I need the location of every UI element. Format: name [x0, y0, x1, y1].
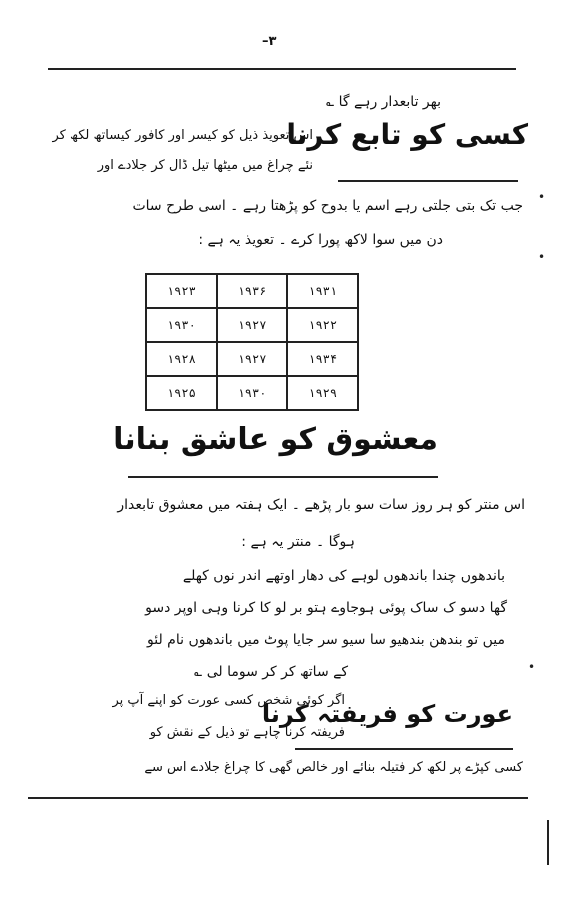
section2-body-line1: اس منتر کو ہر روز سات سو بار پڑھے ۔ ایک ہفتہ میں معشوق تابعدار — [117, 497, 525, 513]
section2-heading-underline — [128, 476, 438, 478]
section3-intro-line2: فریفتہ کرنا چاہے تو ذیل کے نقش کو — [149, 725, 345, 740]
section2-body-line2: ہوگا ۔ منتر یہ ہے : — [241, 534, 355, 550]
taweez-cell: ۱۹۳۶ — [217, 274, 288, 308]
section1-intro-line2: نئے چراغ میں میٹھا تیل ڈال کر جلادے اور — [97, 158, 313, 173]
taweez-cell: ۱۹۲۷ — [217, 342, 288, 376]
margin-dot: • — [528, 660, 536, 674]
section3-heading: عورت کو فریفتہ کرنا — [261, 700, 513, 728]
page-number: –۳ — [262, 34, 277, 49]
margin-dot: • — [538, 250, 546, 264]
section1-heading: کسی کو تابع کرنا — [286, 118, 528, 151]
table-row — [146, 274, 358, 308]
section1-heading-underline — [338, 180, 518, 182]
margin-dot: • — [538, 190, 546, 204]
section1-intro-line1: اس تعویذ ذیل کو کیسر اور کافور کیساتھ لکھ کر — [52, 128, 313, 143]
section3-intro-line1: اگر کوئی شخص کسی عورت کو اپنے آپ پر — [112, 693, 345, 708]
taweez-cell: ۱۹۲۲ — [287, 308, 358, 342]
section3-body-line1: کسی کپڑے پر لکھ کر فتیلہ بنائے اور خالص گھی کا چراغ جلادے اس سے — [144, 760, 523, 775]
taweez-table — [145, 273, 359, 411]
taweez-cell: ۱۹۳۰ — [146, 308, 217, 342]
section2-heading: معشوق کو عاشق بنانا — [113, 422, 438, 457]
taweez-cell: ۱۹۳۴ — [287, 342, 358, 376]
taweez-cell: ۱۹۳۰ — [217, 376, 288, 410]
taweez-cell: ۱۹۲۹ — [287, 376, 358, 410]
table-row — [146, 342, 358, 376]
taweez-cell: ۱۹۲۸ — [146, 342, 217, 376]
section1-body-line1: جب تک بتی جلتی رہے اسم یا بدوح کو پڑھتا رہے ۔ اسی طرح سات — [132, 198, 523, 214]
table-row — [146, 308, 358, 342]
top-rule — [48, 68, 516, 70]
right-edge-line — [547, 820, 549, 865]
taweez-cell: ۱۹۲۷ — [217, 308, 288, 342]
section1-pre-heading: بھر تابعدار رہے گا ؎ — [326, 94, 441, 110]
taweez-cell: ۱۹۳۱ — [287, 274, 358, 308]
mantra-line1: باندھوں چندا باندھوں لوہے کی دھار اوتھے اندر نوں کھلے — [182, 568, 505, 584]
section1-body-line2: دن میں سوا لاکھ پورا کرے ۔ تعویذ یہ ہے : — [198, 232, 443, 248]
taweez-cell: ۱۹۲۵ — [146, 376, 217, 410]
table-row — [146, 376, 358, 410]
taweez-cell: ۱۹۲۳ — [146, 274, 217, 308]
mantra-line2: گھا دسو ک ساک پوئی ہوجاوے ہتو بر لو کا کرنا وہی اوپر دسو — [145, 600, 507, 616]
bottom-rule — [28, 797, 528, 799]
section3-heading-underline — [295, 748, 513, 750]
mantra-line4: کے ساتھ کر کر سوما لی ؎ — [194, 664, 348, 680]
mantra-line3: میں تو بندھن بندھیو سا سیو سر جایا پوٹ میں باندھوں نام لئو — [147, 632, 505, 648]
